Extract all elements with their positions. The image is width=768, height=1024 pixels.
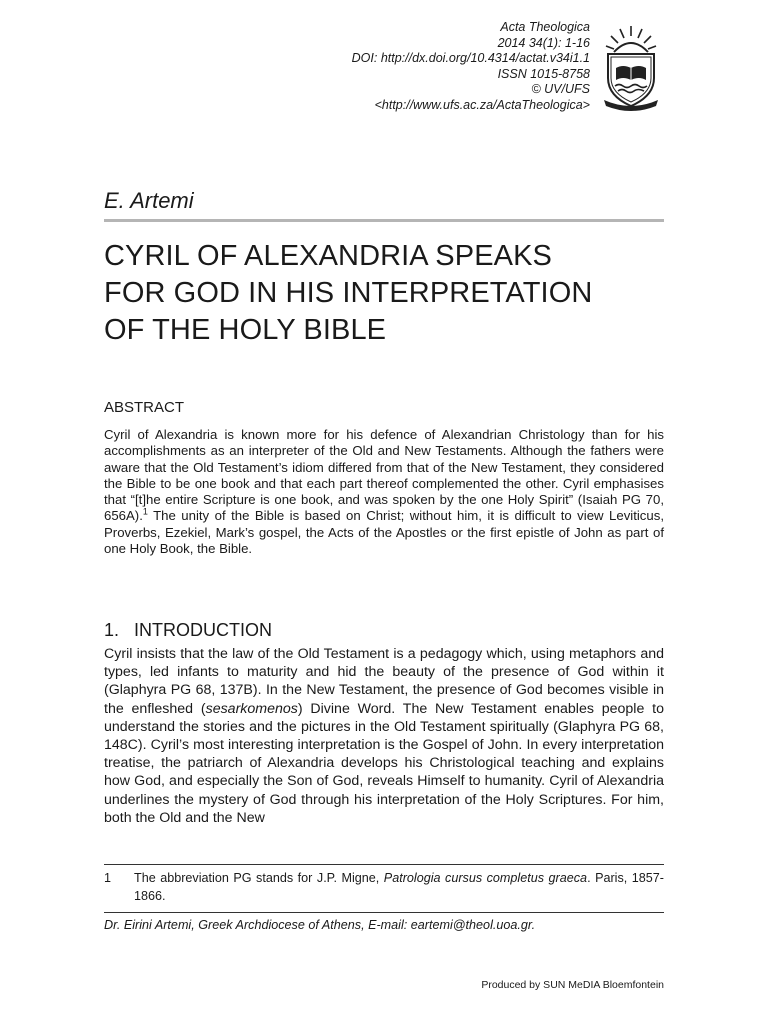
section-number: 1.	[104, 620, 120, 640]
journal-url[interactable]: <http://www.ufs.ac.za/ActaTheologica>	[374, 97, 590, 112]
abstract-text	[104, 427, 664, 557]
footnote-text	[134, 870, 664, 905]
title-line: OF THE HOLY BIBLE	[104, 314, 387, 346]
journal-doi[interactable]: DOI: http://dx.doi.org/10.4314/actat.v34i1.1	[351, 51, 590, 65]
intro-italic-term: sesarkomenos	[205, 700, 298, 717]
footnote	[104, 870, 664, 905]
title-line: FOR GOD IN HIS INTERPRETATION	[104, 277, 593, 309]
university-crest-icon	[600, 20, 662, 112]
abstract-text-part: Cyril of Alexandria is known more for his defence of Alexandrian Christology than for his accomplishments as an interpreter of the Old and New Testaments. Although the fathers were aware that the Old Testament’s idiom differed from that of the New Testament, they considered the Bible to be one book and that each part thereof complemented the other. Cyril emphasises that “[t]he entire Scripture is one book, and was spoken by the one Holy Spirit” (Isaiah PG 70, 656A).	[104, 427, 664, 524]
journal-metadata	[352, 20, 590, 113]
producer-credit: Produced by SUN MeDIA Bloemfontein	[481, 979, 664, 991]
title-line: CYRIL OF ALEXANDRIA SPEAKS	[104, 240, 552, 272]
abstract-heading: ABSTRACT	[104, 399, 185, 416]
journal-issue: 2014 34(1): 1-16	[497, 35, 590, 50]
journal-name: Acta Theologica	[500, 20, 590, 34]
intro-text-part: Cyril insists that the law of the Old Testament is a pedagogy which, using metaphors and types, led infants to maturity and hid the beauty of the presence of God within it (Glaphyra PG 68, 137B). In the New Testament, the presence of God becomes visible in the enfleshed (	[104, 646, 664, 717]
footnote-divider	[104, 864, 664, 865]
author-divider	[104, 219, 664, 222]
journal-issn: ISSN 1015-8758	[497, 66, 590, 81]
journal-copyright: © UV/UFS	[531, 82, 590, 96]
abstract-text-part: The unity of the Bible is based on Christ; without him, it is difficult to view Leviticus, Proverbs, Ezekiel, Mark’s gospel, the Acts of the Apostles or the first epistle of John as part of one Holy Book, the Bible.	[104, 508, 664, 557]
footnote-italic-title: Patrologia cursus completus graeca	[383, 871, 588, 885]
article-title	[104, 238, 664, 349]
intro-text-part: ) Divine Word. The New Testament enables people to understand the stories and the pictures in the Old Testament spiritually (Glaphyra PG 68, 148C). Cyril’s most interesting interpretation is the Gospel of John. In every interpretation treatise, the patriarch of Alexandria develops his Christological teaching and explains how God, and especially the Son of God, reveals Himself to humanity. Cyril of Alexandria underlines the mystery of God through his interpretation of the Holy Scriptures. For him, both the Old and the New	[104, 700, 664, 826]
affiliation-divider	[104, 912, 664, 913]
section-heading-introduction	[104, 618, 272, 642]
footnote-text-part: . Paris, 1857-1866.	[134, 871, 664, 903]
footnote-number: 1	[104, 871, 112, 885]
author-name: E. Artemi	[104, 188, 194, 213]
author-affiliation: Dr. Eirini Artemi, Greek Archdiocese of Athens, E-mail: eartemi@theol.uoa.gr.	[104, 918, 536, 932]
section-title: INTRODUCTION	[134, 620, 272, 640]
introduction-text	[104, 645, 664, 827]
footnote-text-part: The abbreviation PG stands for J.P. Migne,	[134, 871, 384, 885]
footnote-reference[interactable]: 1	[142, 507, 148, 518]
